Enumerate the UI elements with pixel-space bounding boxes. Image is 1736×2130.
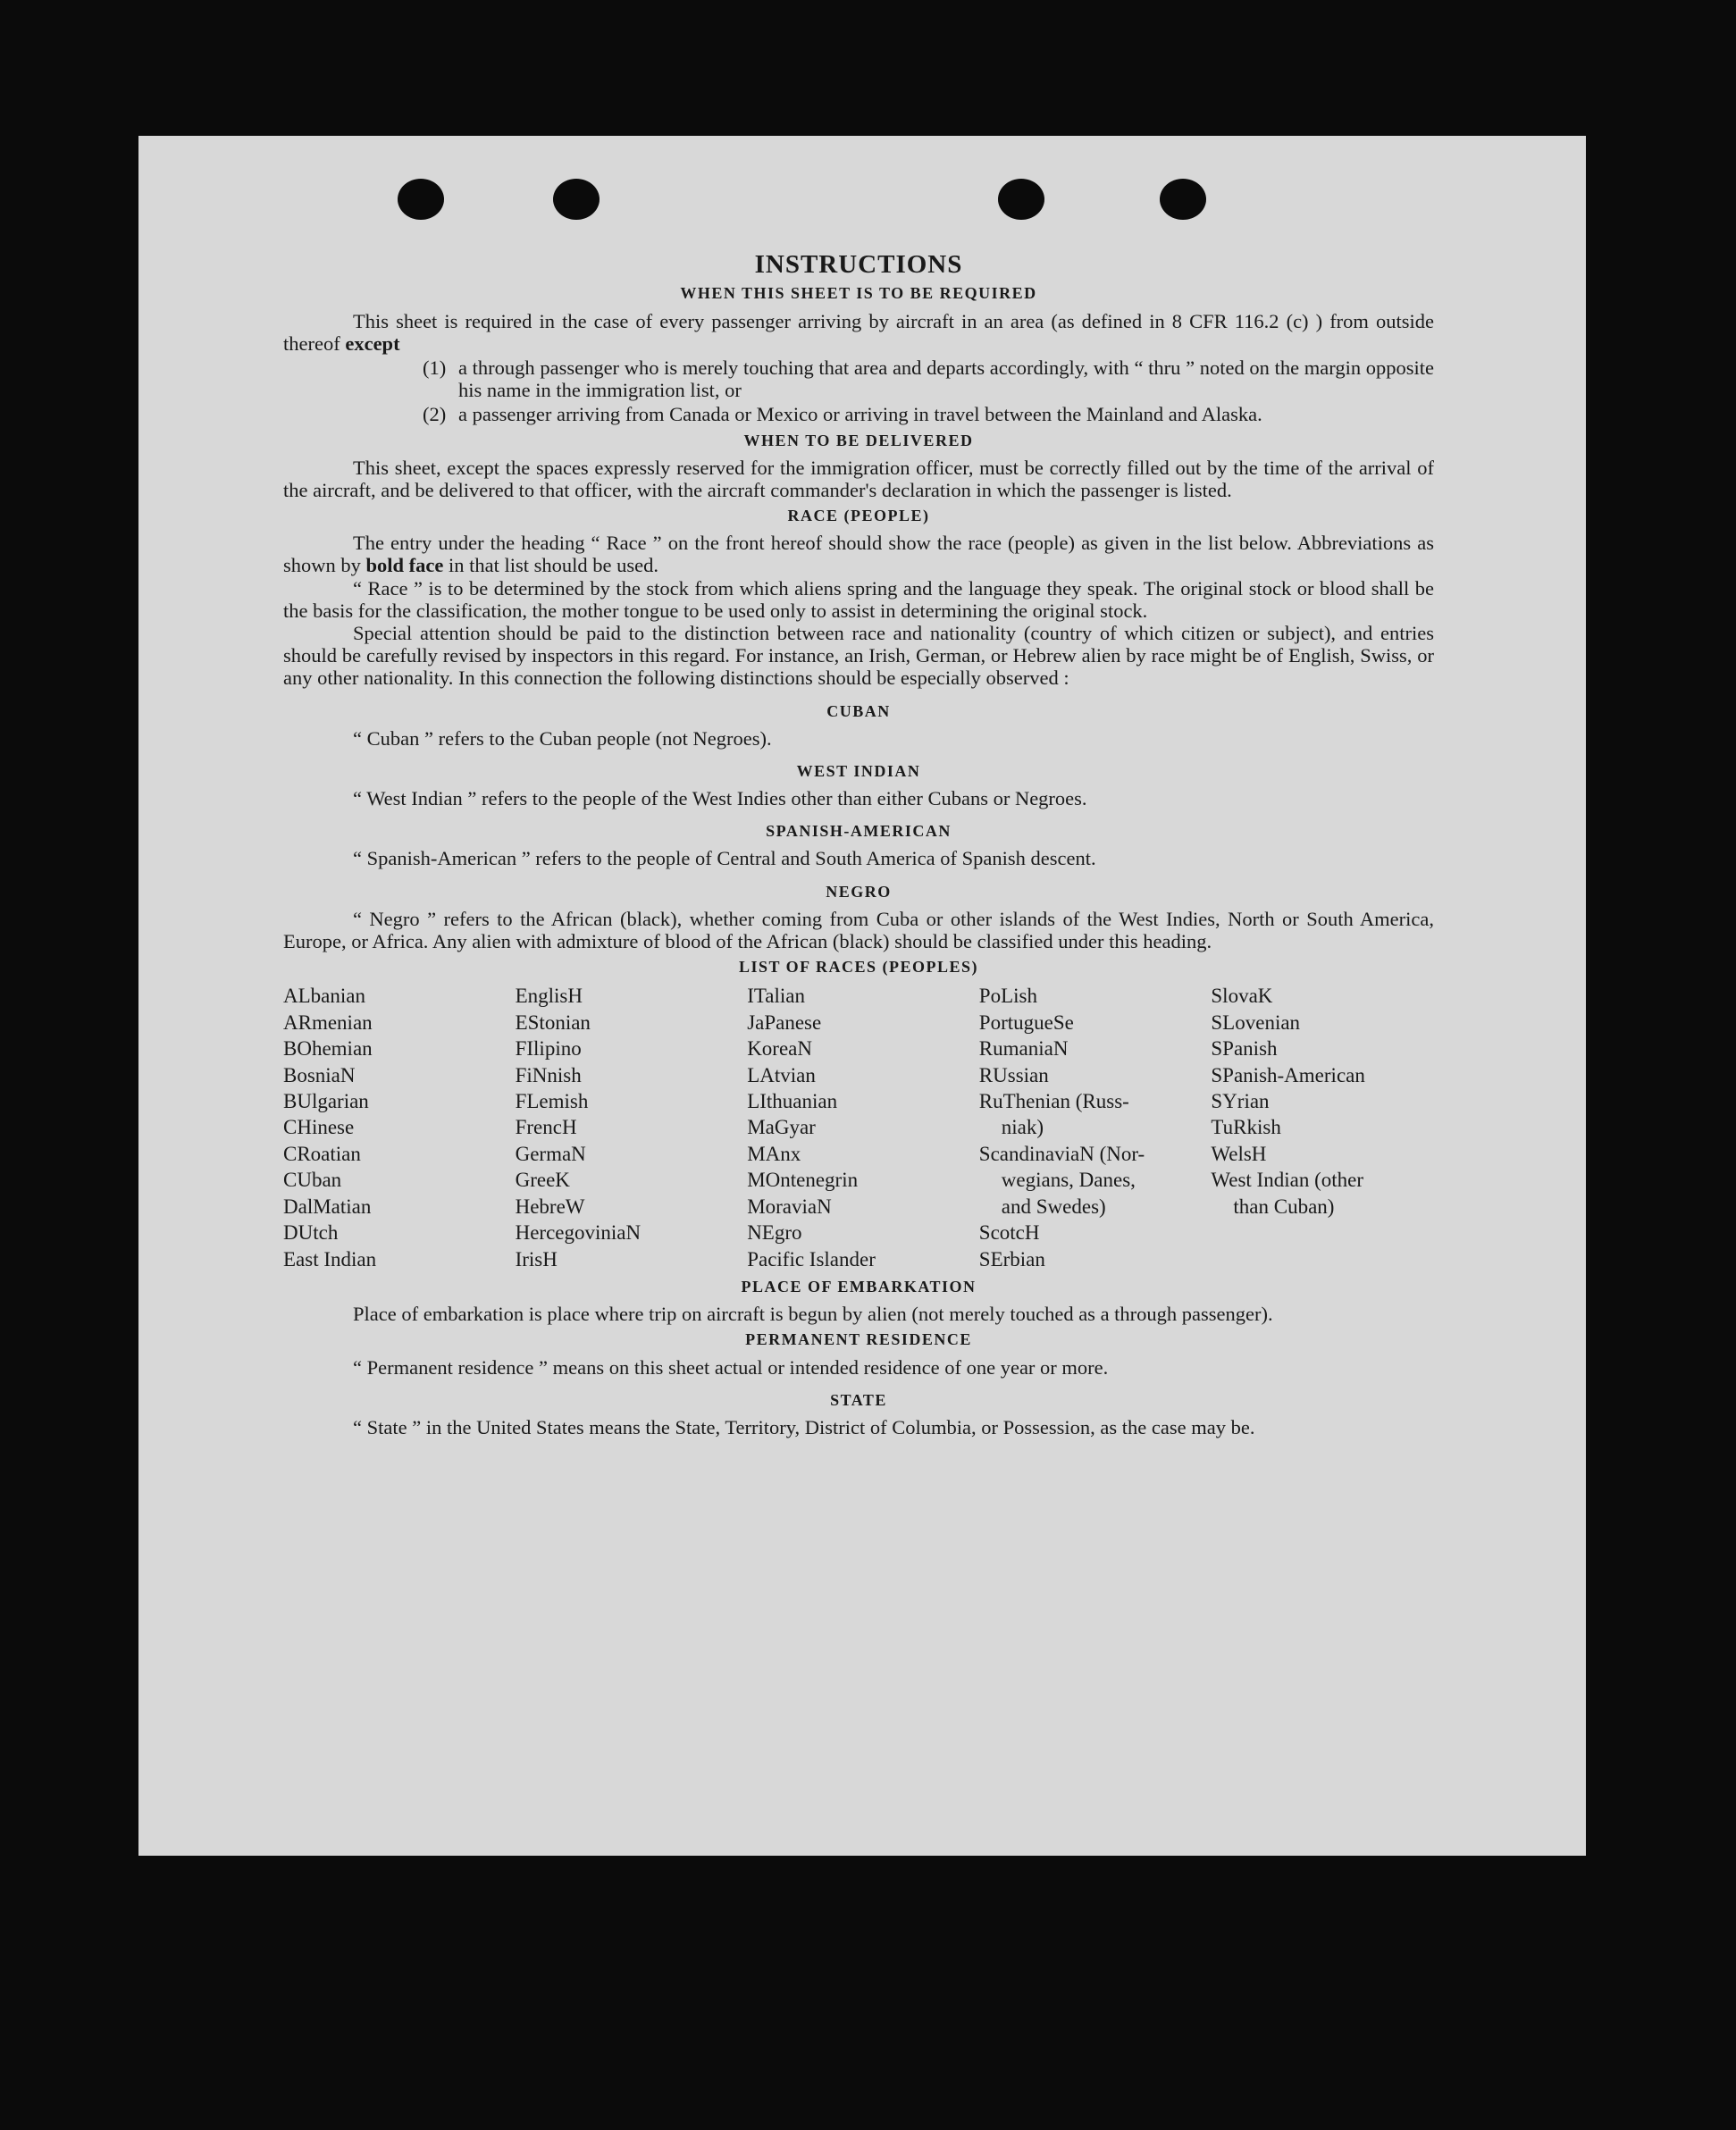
- race-entry: FIlipino: [515, 1037, 582, 1061]
- race-entry: NEgro: [747, 1221, 802, 1245]
- spanish-american-text: “ Spanish-American ” refers to the people of Central and South America of Spanish descent.: [353, 847, 1096, 870]
- race-entry: SLovenian: [1211, 1010, 1301, 1034]
- page-title: INSTRUCTIONS: [754, 250, 963, 279]
- races-list: [283, 983, 1434, 1272]
- race-entry: RUssian: [978, 1063, 1049, 1086]
- race-entry: CUban: [283, 1169, 342, 1192]
- race-entry: HebreW: [515, 1195, 585, 1218]
- race-paragraph-1: The entry under the heading “ Race ” on the front hereof should show the race (people) as given in the list below. Abbreviations as shown by bold face in that list should be used.: [283, 532, 1434, 577]
- race-entry: MoraviaN: [747, 1195, 832, 1218]
- section-heading-spanish-american: SPANISH-AMERICAN: [766, 822, 952, 841]
- race-entry: DUtch: [283, 1221, 339, 1245]
- race-entry: LAtvian: [747, 1063, 816, 1086]
- residence-text: “ Permanent residence ” means on this sheet actual or intended residence of one year or more.: [353, 1355, 1109, 1379]
- state-text: “ State ” in the United States means the State, Territory, District of Columbia, or Possession, as the case may be.: [353, 1415, 1255, 1438]
- race-entry: BOhemian: [283, 1037, 373, 1061]
- race-entry: SErbian: [978, 1247, 1045, 1270]
- race-entry: DalMatian: [283, 1195, 372, 1218]
- section-heading-state: STATE: [830, 1390, 887, 1409]
- section-heading-west-indian: WEST INDIAN: [796, 761, 921, 780]
- race-entry: HercegoviniaN: [515, 1221, 642, 1245]
- section-heading-residence: PERMANENT RESIDENCE: [745, 1330, 972, 1349]
- race-entry: ITalian: [747, 985, 805, 1008]
- race-entry: CRoatian: [283, 1142, 361, 1165]
- race-entry: EStonian: [515, 1010, 591, 1034]
- races-column: [516, 983, 739, 1272]
- race-entry: SPanish: [1211, 1037, 1278, 1061]
- punch-hole: [398, 179, 444, 220]
- document-sheet: [138, 136, 1586, 1856]
- race-entry: MaGyar: [747, 1116, 816, 1139]
- race-entry: IrisH: [515, 1247, 558, 1270]
- section-heading-delivered: WHEN TO BE DELIVERED: [743, 431, 974, 449]
- punch-hole: [553, 179, 600, 220]
- race-entry: WelsH: [1211, 1142, 1267, 1165]
- required-except: except: [345, 331, 400, 355]
- race-entry: ScotcH: [978, 1221, 1040, 1245]
- required-intro: This sheet is required in the case of every passenger arriving by aircraft in an area (as defined in 8 CFR 116.2 (c) ) from outside thereof except: [283, 309, 1434, 355]
- race-entry: EnglisH: [515, 985, 583, 1008]
- race-entry: FLemish: [515, 1090, 589, 1113]
- race-entry: RuThenian (Russ-: [978, 1090, 1129, 1113]
- race-entry: PortugueSe: [978, 1010, 1074, 1034]
- race-entry: KoreaN: [747, 1037, 812, 1061]
- section-heading-list-of-races: LIST OF RACES (PEOPLES): [738, 958, 979, 977]
- list-item: [423, 403, 1434, 425]
- race-entry: JaPanese: [747, 1010, 822, 1034]
- race-entry: ARmenian: [283, 1010, 373, 1034]
- negro-text: “ Negro ” refers to the African (black), whether coming from Cuba or other islands of the West Indies, North or South America, Europe, or Africa. Any alien with admixture of blood of the African (black) should be classified under this heading.: [283, 907, 1434, 952]
- race-entry: West Indian (other: [1211, 1169, 1363, 1192]
- races-column: [979, 983, 1203, 1272]
- race-entry: SPanish-American: [1211, 1063, 1365, 1086]
- race-entry: Pacific Islander: [747, 1247, 876, 1270]
- races-column: [1211, 983, 1434, 1272]
- race-entry: TuRkish: [1211, 1116, 1281, 1139]
- race-entry: wegians, Danes,: [1001, 1169, 1136, 1192]
- race-paragraph-2: “ Race ” is to be determined by the stock from which aliens spring and the language they speak. The original stock or blood shall be the basis for the classification, the mother tongue to be used only to assist in determining the original stock.: [283, 576, 1434, 622]
- embarkation-text: Place of embarkation is place where trip on aircraft is begun by alien (not merely touched as a through passenger).: [353, 1303, 1273, 1326]
- race-paragraph-3: Special attention should be paid to the distinction between race and nationality (country of which citizen or subject), and entries should be carefully revised by inspectors in this regard. For instance, an Irish, German, or Hebrew alien by race might be of English, Swiss, or any other nationality. In this connection the following distinctions should be especially observed :: [283, 622, 1434, 690]
- punch-hole: [998, 179, 1044, 220]
- punch-hole: [1160, 179, 1206, 220]
- west-indian-text: “ West Indian ” refers to the people of the West Indies other than either Cubans or Negroes.: [353, 787, 1087, 810]
- item-number: (1): [423, 356, 447, 379]
- race-entry: MOntenegrin: [747, 1169, 859, 1192]
- item-text: a through passenger who is merely touching that area and departs accordingly, with “ thru ” noted on the margin opposite his name in the immigration list, or: [458, 356, 1434, 402]
- bold-face-label: bold face: [365, 554, 444, 577]
- section-heading-negro: NEGRO: [826, 882, 892, 901]
- instructions-content: [283, 250, 1434, 1438]
- race-entry: LIthuanian: [747, 1090, 838, 1113]
- race-entry: FiNnish: [515, 1063, 582, 1086]
- section-heading-embarkation: PLACE OF EMBARKATION: [741, 1278, 977, 1296]
- delivered-text: This sheet, except the spaces expressly reserved for the immigration officer, must be correctly filled out by the time of the arrival of the aircraft, and be delivered to that officer, with the aircraft commander's declaration in which the passenger is listed.: [283, 456, 1434, 501]
- race-entry: MAnx: [747, 1142, 801, 1165]
- cuban-text: “ Cuban ” refers to the Cuban people (not Negroes).: [353, 726, 772, 750]
- race-entry: niak): [1001, 1116, 1044, 1139]
- race-entry: ScandinaviaN (Nor-: [978, 1142, 1145, 1165]
- races-column: [283, 983, 507, 1272]
- race-entry: than Cuban): [1233, 1195, 1335, 1218]
- race-entry: BosniaN: [283, 1063, 356, 1086]
- race-entry: GermaN: [515, 1142, 586, 1165]
- list-item: [423, 356, 1434, 401]
- races-column: [747, 983, 970, 1272]
- race-entry: and Swedes): [1001, 1195, 1106, 1218]
- race-entry: BUlgarian: [283, 1090, 369, 1113]
- item-text: a passenger arriving from Canada or Mexico or arriving in travel between the Mainland and Alaska.: [458, 403, 1262, 426]
- section-heading-cuban: CUBAN: [826, 701, 891, 720]
- race-entry: ALbanian: [283, 985, 365, 1008]
- race-entry: FrencH: [515, 1116, 577, 1139]
- race-entry: SYrian: [1211, 1090, 1270, 1113]
- race-entry: GreeK: [515, 1169, 570, 1192]
- section-heading-race: RACE (PEOPLE): [787, 507, 930, 525]
- race-entry: East Indian: [283, 1247, 377, 1270]
- race-entry: RumaniaN: [978, 1037, 1069, 1061]
- race-entry: PoLish: [978, 985, 1037, 1008]
- item-number: (2): [423, 403, 447, 426]
- race-entry: CHinese: [283, 1116, 355, 1139]
- race-entry: SlovaK: [1211, 985, 1273, 1008]
- section-heading-required: WHEN THIS SHEET IS TO BE REQUIRED: [680, 284, 1037, 303]
